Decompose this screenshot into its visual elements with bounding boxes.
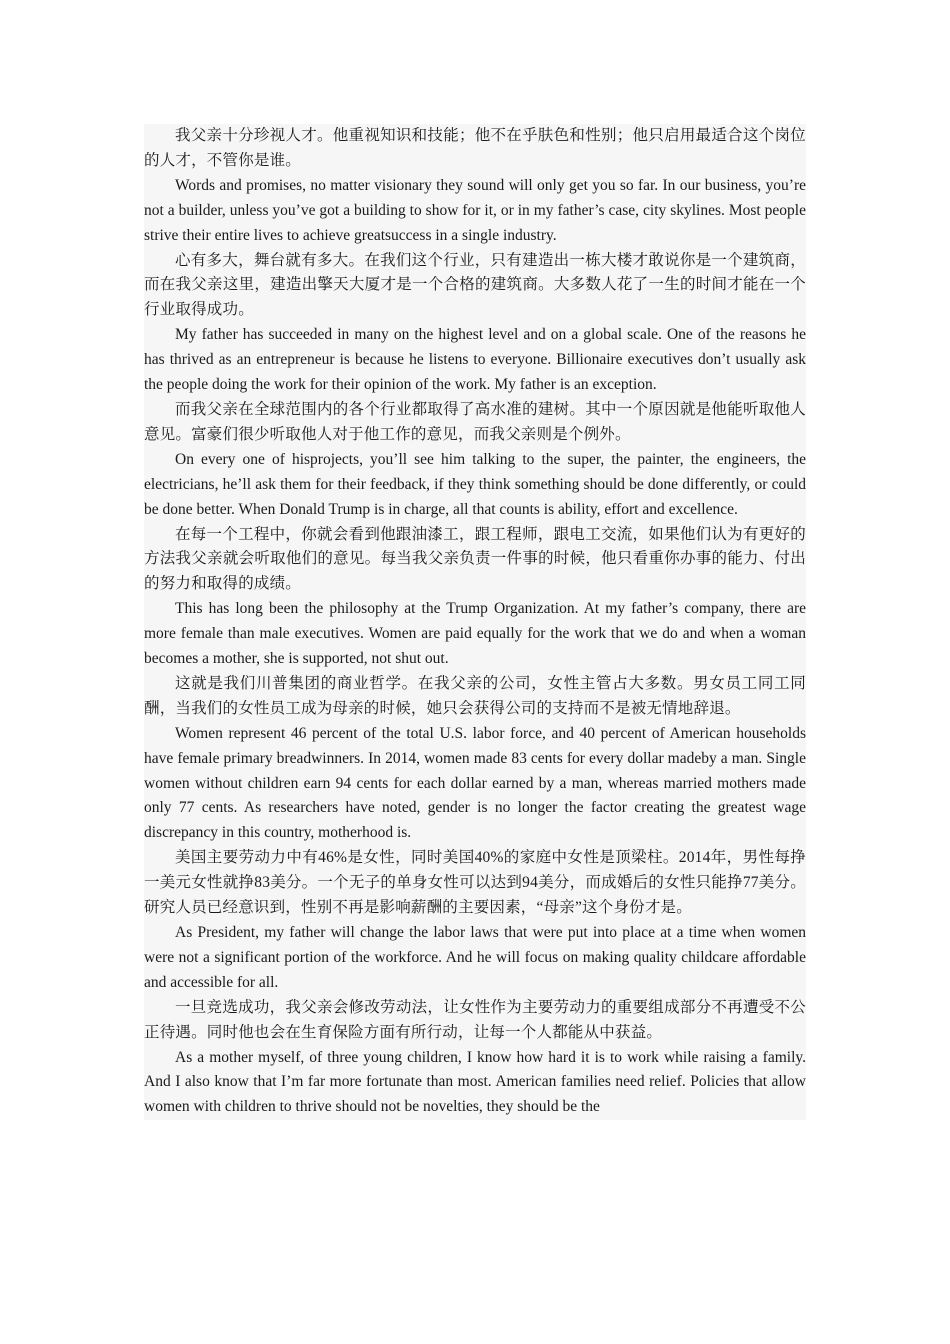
article-body — [144, 124, 806, 1120]
paragraph-zh: 心有多大，舞台就有多大。在我们这个行业，只有建造出一栋大楼才敢说你是一个建筑商，而在我父亲这里，建造出擎天大厦才是一个合格的建筑商。大多数人花了一生的时间才能在一个行业取得成功。 — [144, 251, 806, 319]
paragraph-zh: 美国主要劳动力中有46%是女性，同时美国40%的家庭中女性是顶梁柱。2014年，男性每挣一美元女性就挣83美分。一个无子的单身女性可以达到94美分，而成婚后的女性只能挣77美分。研究人员已经意识到，性别不再是影响薪酬的主要因素，“母亲”这个身份才是。 — [144, 849, 806, 917]
paragraph-zh: 而我父亲在全球范围内的各个行业都取得了高水准的建树。其中一个原因就是他能听取他人意见。富豪们很少听取他人对于他工作的意见，而我父亲则是个例外。 — [144, 400, 806, 443]
paragraph-en: On every one of hisprojects, you’ll see him talking to the super, the painter, the engineers, the electricians, he’ll ask them for their feedback, if they think something should be done differently, or could be done better. When Donald Trump is in charge, all that counts is ability, effort and excellence. — [144, 450, 806, 518]
paragraph-en: Women represent 46 percent of the total U.S. labor force, and 40 percent of American households have female primary breadwinners. In 2014, women made 83 cents for every dollar madeby a man. Single women without children earn 94 cents for each dollar earned by a man, whereas married mothers made only 77 cents. As researchers have noted, gender is no longer the factor creating the greatest wage discrepancy in this country, motherhood is. — [144, 724, 806, 842]
paragraph-zh: 这就是我们川普集团的商业哲学。在我父亲的公司，女性主管占大多数。男女员工同工同酬，当我们的女性员工成为母亲的时候，她只会获得公司的支持而不是被无情地辞退。 — [144, 674, 806, 717]
paragraph-en: My father has succeeded in many on the highest level and on a global scale. One of the reasons he has thrived as an entrepreneur is because he listens to everyone. Billionaire executives don’t usually ask the people doing the work for their opinion of the work. My father is an exception. — [144, 326, 806, 394]
paragraph-zh: 在每一个工程中，你就会看到他跟油漆工，跟工程师，跟电工交流，如果他们认为有更好的方法我父亲就会听取他们的意见。每当我父亲负责一件事的时候，他只看重你办事的能力、付出的努力和取得的成绩。 — [144, 525, 806, 593]
paragraph-en: As President, my father will change the labor laws that were put into place at a time when women were not a significant portion of the workforce. And he will focus on making quality childcare affordable and accessible for all. — [144, 924, 806, 991]
paragraph-en: As a mother myself, of three young children, I know how hard it is to work while raising a family. And I also know that I’m far more fortunate than most. American families need relief. Policies that allow women with children to thrive should not be novelties, they should be the — [144, 1048, 806, 1116]
paragraph-en: Words and promises, no matter visionary they sound will only get you so far. In our business, you’re not a builder, unless you’ve got a building to show for it, or in my father’s case, city skylines. Most people strive their entire lives to achieve greatsuccess in a single industry. — [144, 176, 806, 244]
paragraph-en: This has long been the philosophy at the Trump Organization. At my father’s company, there are more female than male executives. Women are paid equally for the work that we do and when a woman becomes a mother, she is supported, not shut out. — [144, 600, 806, 668]
paragraph-zh: 我父亲十分珍视人才。他重视知识和技能；他不在乎肤色和性别；他只启用最适合这个岗位的人才，不管你是谁。 — [144, 127, 806, 169]
paragraph-zh: 一旦竞选成功，我父亲会修改劳动法，让女性作为主要劳动力的重要组成部分不再遭受不公正待遇。同时他也会在生育保险方面有所行动，让每一个人都能从中获益。 — [144, 998, 806, 1041]
